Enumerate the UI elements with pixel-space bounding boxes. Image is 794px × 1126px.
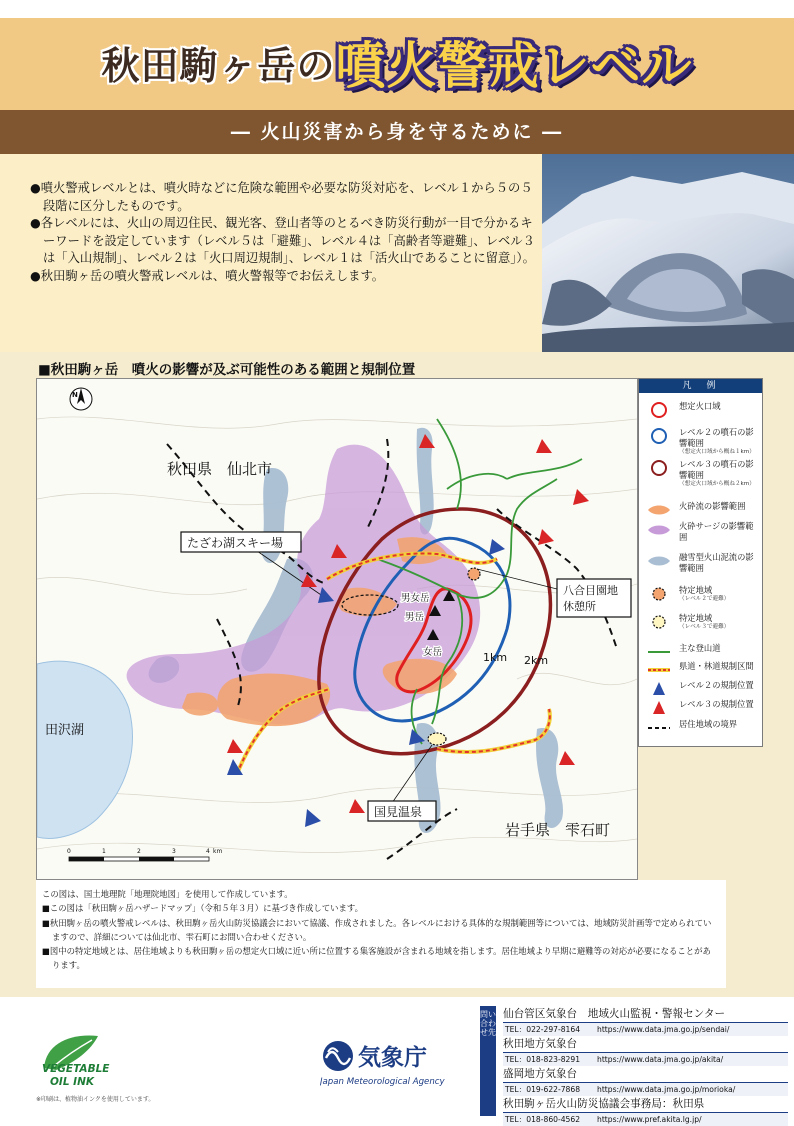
level3-marker-icon xyxy=(645,699,673,717)
north-label: N xyxy=(72,391,78,399)
title-volcano-name: 秋田駒ヶ岳の xyxy=(101,43,336,88)
specific-area-level3-icon xyxy=(645,613,673,631)
bullet: ● xyxy=(30,181,41,195)
contact-info xyxy=(503,1082,788,1096)
lahar-icon xyxy=(645,552,673,570)
contact-url[interactable]: https://www.data.jma.go.jp/morioka/ xyxy=(597,1085,736,1094)
trail-line-icon xyxy=(645,643,673,661)
label-iwate-shizukuishi: 岩手県 雫石町 xyxy=(505,821,611,839)
intro-paragraph: ●噴火警戒レベルとは、噴火時などに危険な範囲や必要な防災対応を、レベル１から５の５段階に区分したものです。 xyxy=(30,181,533,213)
note-line: ■図中の特定地域とは、居住地域よりも秋田駒ヶ岳の想定火口域に近い所に位置する集客施設が含まれる地域を指します。居住地域より早期に避難等の対応が必要になることがあります。 xyxy=(42,946,711,971)
label-medake: 女岳 xyxy=(423,647,443,658)
hazard-map[interactable] xyxy=(36,378,638,880)
label-odake: 男岳 xyxy=(405,612,425,623)
label-omedake: 男女岳 xyxy=(401,593,430,604)
contact-tab: 問い合わせ先 xyxy=(480,1006,496,1116)
contact-url[interactable]: https://www.data.jma.go.jp/akita/ xyxy=(597,1055,724,1064)
intro-paragraph: ●秋田駒ヶ岳の噴火警戒レベルは、噴火警報等でお伝えします。 xyxy=(30,268,385,283)
contact-info xyxy=(503,1052,788,1066)
title-alert-level: 噴火警戒レベル xyxy=(335,37,693,95)
scale-label-4: 4 xyxy=(206,848,210,855)
jma-logo xyxy=(320,1032,470,1088)
contact-info xyxy=(503,1112,788,1126)
contact-info xyxy=(503,1022,788,1036)
map-legend: 凡 例 想定火口域 レベル２の噴石の影響範囲 （想定火口域から概ね１km） レベル３の噴石の影響範囲 （想定火口域から概ね２km） 火砕流の影響範囲 火砕サージの影響範囲 融雪型火山泥流の影響範囲 特定地域 （レベル２で避難） 特定地域 （レベル３で避難） 主な登山道 県道・林道規制区間 レベル２の規制位置 レベル３の規制位置 居住地域の境界 xyxy=(638,378,763,747)
contact-entry xyxy=(503,1036,788,1066)
jma-english: Japan Meteorological Agency xyxy=(320,1077,445,1087)
note-line: ■秋田駒ヶ岳の噴火警戒レベルは、秋田駒ヶ岳火山防災協議会において協議、作成されました。各レベルにおける具体的な規制範囲等については、地域防災計画等で定められていますので、詳細については仙北市、雫石町にお問い合わせください。 xyxy=(42,917,712,942)
contact-name: 秋田地方気象台 xyxy=(503,1038,578,1050)
scale-label-1: 1 xyxy=(102,848,106,855)
contact-entry xyxy=(503,1066,788,1096)
intro-paragraph: ●各レベルには、火山の周辺住民、観光客、登山者等のとるべき防災行動が一目で分かるキーワードを設定しています（レベル５は「避難」、レベル４は「高齢者等避難」、レベル３は「入山規制」、レベル２は「火口周辺規制」、レベル１は「活火山であることに留意」）。 xyxy=(30,216,535,265)
road-regulation-icon xyxy=(645,661,673,679)
contact-list xyxy=(503,1006,788,1126)
page-title xyxy=(0,26,794,98)
specific-area-level2-icon xyxy=(645,585,673,603)
label-tazawako: 田沢湖 xyxy=(45,723,85,738)
map-heading: ■秋田駒ヶ岳 噴火の影響が及ぶ可能性のある範囲と規制位置 xyxy=(38,362,416,378)
pyroclastic-flow-icon xyxy=(645,501,673,519)
legend-title: 凡 例 xyxy=(639,379,762,393)
scale-bar xyxy=(69,857,209,861)
contact-tel: TEL：018-860-4562 xyxy=(505,1115,581,1124)
note-line: ■この図は「秋田駒ヶ岳ハザードマップ」（令和５年３月）に基づき作成しています。 xyxy=(42,903,363,914)
contact-entry xyxy=(503,1096,788,1126)
specific-area-level3 xyxy=(428,733,446,745)
bullet: ● xyxy=(30,268,41,283)
contact-name: 盛岡地方気象台 xyxy=(503,1068,578,1080)
pyroclastic-surge-icon xyxy=(645,521,673,539)
veg-ink-note: ※印刷は、植物油インクを使用しています。 xyxy=(36,1096,155,1103)
contact-tel: TEL：018-823-8291 xyxy=(505,1055,581,1064)
contact-tel: TEL：022-297-8164 xyxy=(505,1025,581,1034)
veg-logo-line1: VEGETABLE xyxy=(42,1063,110,1075)
crater-symbol-icon xyxy=(645,401,673,419)
scale-label-0: 0 xyxy=(67,848,71,855)
callout-kunimi: 国見温泉 xyxy=(374,805,423,819)
vegetable-oil-ink-logo xyxy=(36,1028,136,1090)
jma-name: 気象庁 xyxy=(358,1045,427,1071)
contact-entry xyxy=(503,1006,788,1036)
level2-ring-icon xyxy=(645,427,673,445)
callout-hachigome: 八合目園地 xyxy=(563,584,618,597)
ring-label-1km: 1km xyxy=(483,651,508,664)
scale-label-2: 2 xyxy=(137,848,141,855)
veg-logo-line2: OIL INK xyxy=(50,1076,95,1088)
label-akita-semboku: 秋田県 仙北市 xyxy=(167,460,273,478)
callout-ski: たざわ湖スキー場 xyxy=(187,536,284,550)
callout-hachigome-rest: 休憩所 xyxy=(563,600,596,613)
scale-unit: km xyxy=(213,848,223,855)
residential-boundary-icon xyxy=(645,719,673,737)
contact-name: 秋田駒ヶ岳火山防災協議会事務局：秋田県 xyxy=(503,1098,705,1110)
notes-text xyxy=(42,887,714,973)
subtitle: ― 火山災害から身を守るために ― xyxy=(230,121,564,143)
scale-label-3: 3 xyxy=(172,848,176,855)
specific-area-level2 xyxy=(468,568,480,580)
top-strip xyxy=(0,0,794,18)
bullet: ● xyxy=(30,216,41,230)
level2-marker-icon xyxy=(645,680,673,698)
note-line: この図は、国土地理院「地理院地図」を使用して作成しています。 xyxy=(42,889,293,899)
contact-name: 仙台管区気象台 地域火山監視・警報センター xyxy=(503,1008,726,1020)
contact-tel: TEL：019-622-7868 xyxy=(505,1085,581,1094)
volcano-aerial-photo xyxy=(542,154,794,352)
contact-url[interactable]: https://www.data.jma.go.jp/sendai/ xyxy=(597,1025,730,1034)
contact-url[interactable]: https://www.pref.akita.lg.jp/ xyxy=(597,1115,702,1124)
ring-label-2km: 2km xyxy=(524,654,549,667)
intro-text xyxy=(30,180,535,285)
level3-ring-icon xyxy=(645,459,673,477)
